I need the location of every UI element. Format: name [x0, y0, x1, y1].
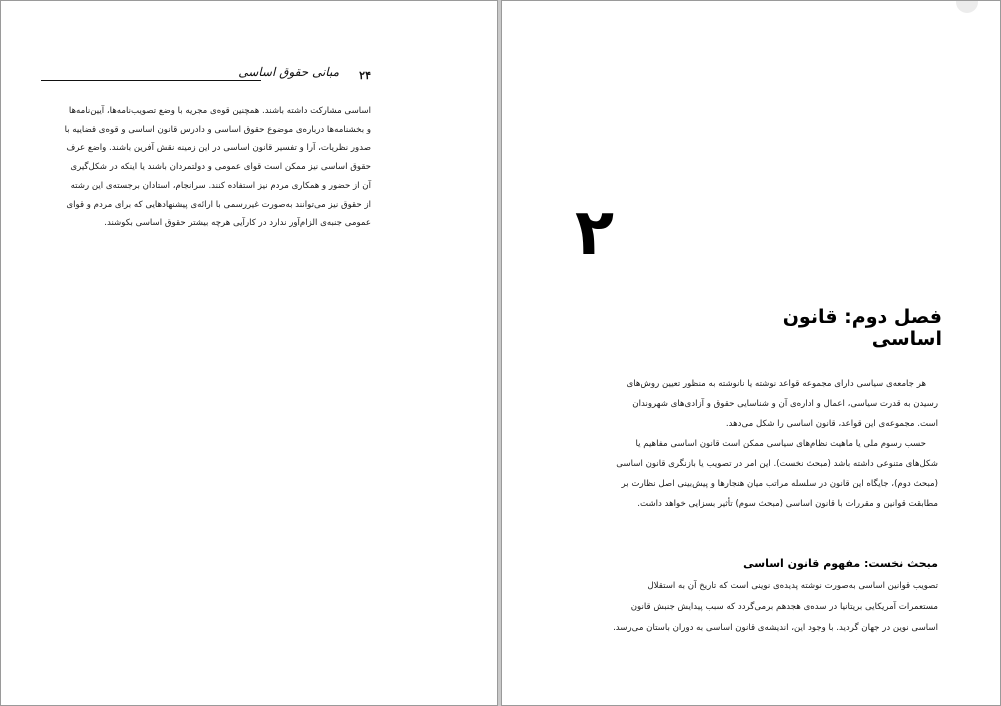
- left-book-page: [0, 0, 498, 706]
- right-book-page: [501, 0, 1001, 706]
- page-number: ۲۴: [359, 69, 371, 82]
- text-line: عمومی جنبه‌ی الزام‌آور ندارد در کارآیی هرچه بیشتر حقوق اساسی بکوشند.: [104, 218, 371, 229]
- text-line: حقوق اساسی نیز ممکن است قوای عمومی و دولتمردان باشند یا اینکه در شکل‌گیری: [70, 162, 371, 173]
- page-corner-mark: [956, 0, 978, 13]
- running-header: [41, 67, 371, 91]
- chapter-number: ۲: [575, 196, 615, 270]
- text-line: است. مجموعه‌ی این قواعد، قانون اساسی را شکل می‌دهد.: [725, 419, 938, 429]
- chapter-title: فصل دوم: قانون اساسی: [782, 306, 942, 350]
- text-line: رسیدن به قدرت سیاسی، اعمال و اداره‌ی آن و شناسایی حقوق و آزادی‌های شهروندان: [632, 399, 938, 409]
- text-line: هر جامعه‌ی سیاسی دارای مجموعه قواعد نوشته یا نانوشته به منظور تعیین روش‌های: [626, 379, 926, 389]
- header-rule: [41, 80, 261, 81]
- text-line: صدور نظریات، آرا و تفسیر قانون اساسی در این زمینه نقش آفرین باشند. واضع عرف: [66, 143, 371, 154]
- text-line: (مبحث دوم)، جایگاه این قانون در سلسله مراتب میان هنجارها و پیش‌بینی اصل نظارت بر: [621, 479, 938, 489]
- text-line: و بخشنامه‌ها درباره‌ی موضوع حقوق اساسی و دادرس قانون اساسی و قوه‌ی قضاییه با: [64, 124, 371, 135]
- text-line: مطابقت قوانین و مقررات با قانون اساسی (مبحث سوم) تأثیر بسزایی خواهد داشت.: [637, 499, 938, 509]
- running-head-title: مبانی حقوق اساسی: [238, 65, 339, 79]
- left-page-paragraph: [41, 102, 371, 233]
- text-line: تصویب قوانین اساسی به‌صورت نوشته پدیده‌ی نوینی است که تاریخ آن به استقلال: [647, 581, 938, 591]
- section-paragraph: [570, 576, 938, 639]
- text-line: مستعمرات آمریکایی بریتانیا در سده‌ی هجدهم برمی‌گردد که سبب پیدایش جنبش قانون: [630, 602, 938, 612]
- text-line: شکل‌های متنوعی داشته باشد (مبحث نخست). این امر در تصویب یا بازنگری قانون اساسی: [616, 459, 938, 469]
- section-heading: مبحث نخست: مفهوم قانون اساسی: [743, 557, 938, 570]
- text-line: اساسی نوین در جهان گردید. با وجود این، اندیشه‌ی قانون اساسی به دوران باستان می‌رسد.: [613, 623, 938, 633]
- text-line: اساسی مشارکت داشته باشند. همچنین قوه‌ی مجریه با وضع تصویب‌نامه‌ها، آیین‌نامه‌ها: [68, 106, 371, 116]
- text-line: حسب رسوم ملی یا ماهیت نظام‌های سیاسی ممکن است قانون اساسی مفاهیم یا: [635, 439, 926, 449]
- text-line: از حقوق نیز می‌توانند به‌صورت غیررسمی با ارائه‌ی پیشنهادهایی که برای مردم و قوای: [66, 199, 371, 210]
- chapter-intro: [570, 374, 938, 514]
- text-line: آن از حضور و همکاری مردم نیز استفاده کنند. سرانجام، استادان برجسته‌ی این رشته: [70, 180, 371, 191]
